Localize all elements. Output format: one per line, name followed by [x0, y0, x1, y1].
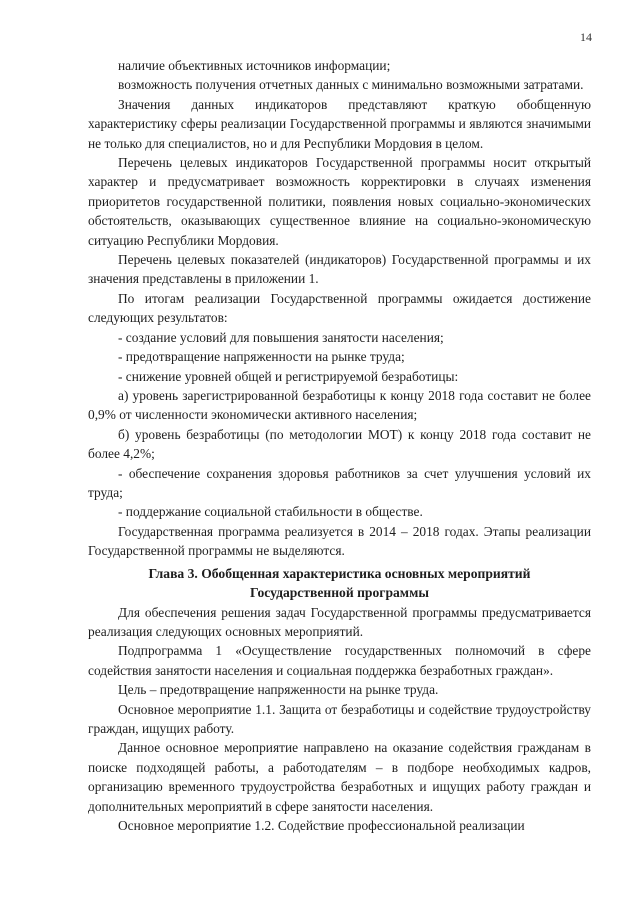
page-content: [88, 56, 591, 835]
page-number: 14: [580, 30, 592, 44]
paragraph: Государственная программа реализуется в 2014 – 2018 годах. Этапы реализации Государственной программы не выделяются.: [88, 523, 591, 559]
list-item: - создание условий для повышения занятости населения;: [118, 329, 444, 345]
paragraph: наличие объективных источников информации;: [118, 58, 391, 73]
paragraph: Данное основное мероприятие направлено на оказание содействия гражданам в поиске подходящей работы, а работодателям – в подборе необходимых кадров, организацию временного трудоустройства безработных и ищущих работу граждан и дополнительных мероприятий в сфере занятости населения.: [88, 740, 591, 814]
chapter-heading: [88, 564, 591, 602]
paragraph: Для обеспечения решения задач Государственной программы предусматривается реализация следующих основных мероприятий.: [88, 604, 591, 639]
paragraph: Перечень целевых индикаторов Государственной программы носит открытый характер и предусматривает возможность корректировки в случаях изменения приоритетов государственной политики, появления новых социально-экономических обстоятельств, оказывающих существенное влияние на социально-экономическую ситуацию Республики Мордовия.: [88, 155, 591, 248]
chapter-heading-line1: Глава 3. Обобщенная характеристика основных мероприятий: [148, 565, 531, 581]
list-item: а) уровень зарегистрированной безработицы к концу 2018 года составит не более 0,9% от численности экономически активного населения;: [88, 387, 591, 423]
paragraph: По итогам реализации Государственной программы ожидается достижение следующих результатов:: [88, 290, 591, 326]
list-item: - поддержание социальной стабильности в обществе.: [118, 504, 423, 520]
list-item: б) уровень безработицы (по методологии МОТ) к концу 2018 года составит не более 4,2%;: [88, 426, 591, 462]
paragraph: Перечень целевых показателей (индикаторов) Государственной программы и их значения представлены в приложении 1.: [88, 252, 591, 287]
paragraph: Основное мероприятие 1.2. Содействие профессиональной реализации: [118, 818, 525, 834]
list-item: - обеспечение сохранения здоровья работников за счет улучшения условий их труда;: [88, 465, 591, 500]
list-item: - снижение уровней общей и регистрируемой безработицы:: [118, 368, 459, 384]
chapter-heading-line2: Государственной программы: [250, 584, 429, 600]
paragraph: возможность получения отчетных данных с минимально возможными затратами.: [118, 77, 584, 93]
paragraph: Цель – предотвращение напряженности на рынке труда.: [118, 682, 439, 698]
paragraph: Подпрограмма 1 «Осуществление государственных полномочий в сфере содействия занятости населения и социальная поддержка безработных граждан».: [88, 643, 591, 678]
paragraph: Основное мероприятие 1.1. Защита от безработицы и содействие трудоустройству граждан, ищущих работу.: [88, 701, 591, 736]
list-item: - предотвращение напряженности на рынке труда;: [118, 349, 405, 365]
paragraph: Значения данных индикаторов представляют краткую обобщенную характеристику сферы реализации Государственной программы и являются значимыми не только для специалистов, но и для Республики Мордовия в целом.: [88, 96, 591, 151]
